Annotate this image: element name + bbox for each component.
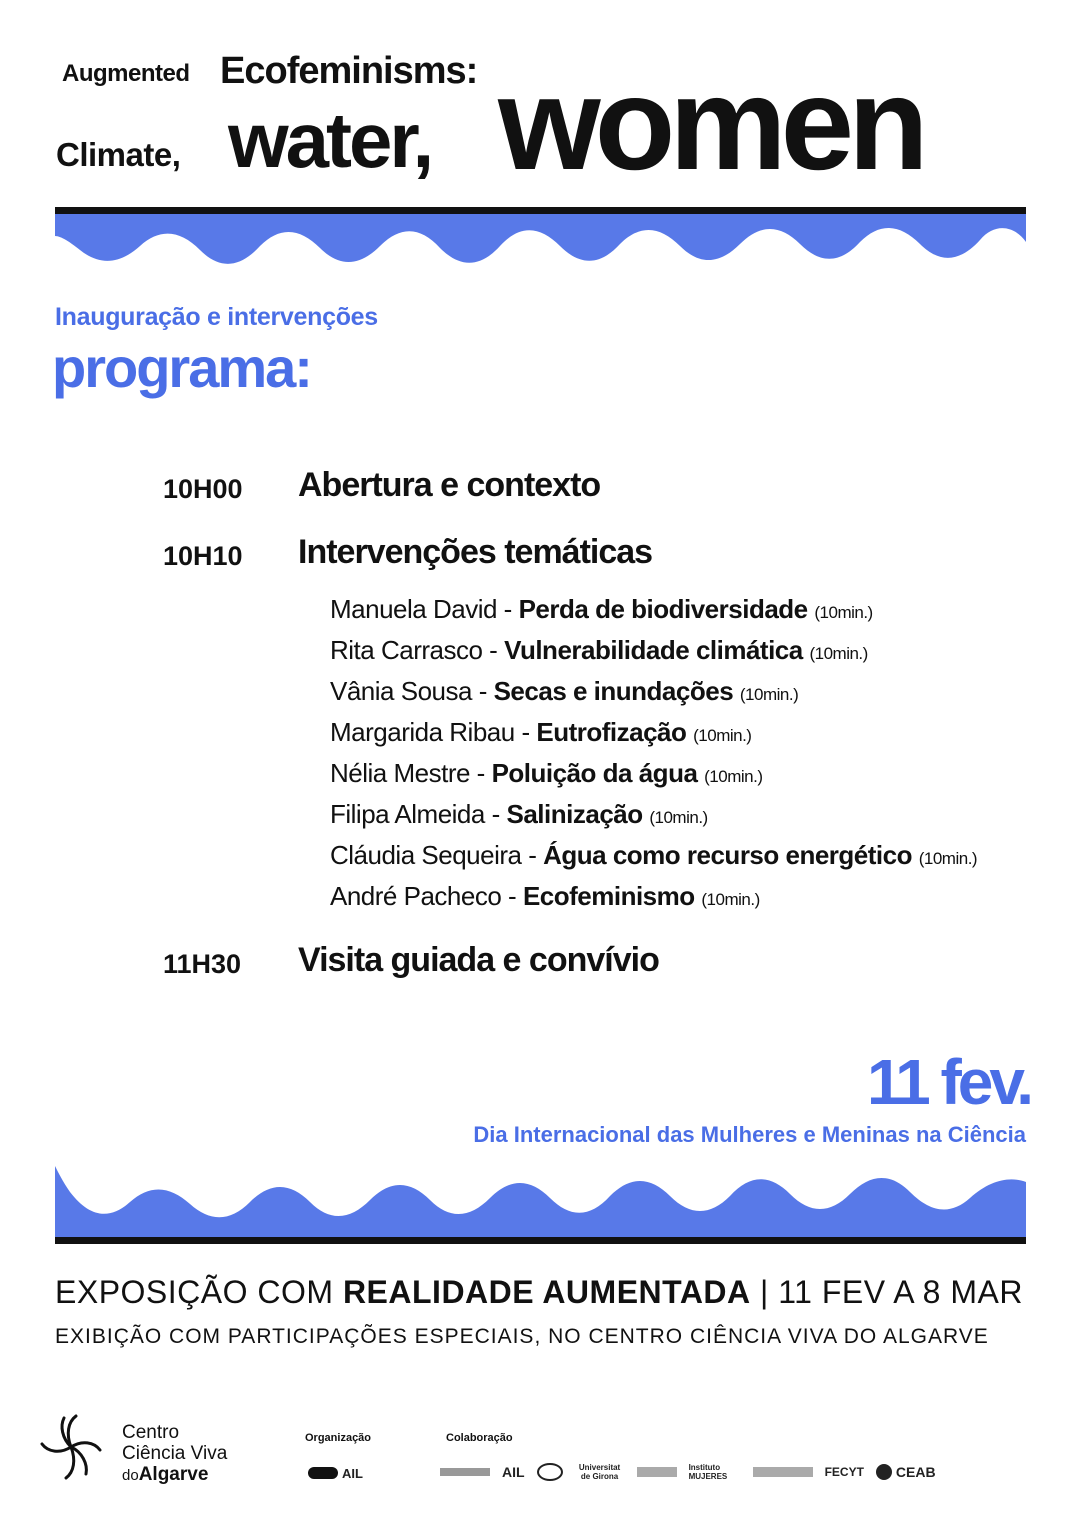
speaker-topic: Secas e inundações bbox=[493, 676, 734, 706]
partner-ministry-icon bbox=[753, 1467, 813, 1477]
organizer-ail: AIL bbox=[342, 1465, 363, 1481]
speaker-name: Nélia Mestre bbox=[330, 758, 470, 788]
speaker-duration: (10min.) bbox=[649, 808, 708, 827]
event-date: 11 fev. bbox=[867, 1046, 1030, 1118]
speaker-item bbox=[330, 799, 708, 830]
speaker-name: Filipa Almeida bbox=[330, 799, 485, 829]
partner-mujeres: Instituto MUJERES bbox=[688, 1463, 728, 1481]
exhibition-dates: | 11 FEV A 8 MAR bbox=[760, 1274, 1023, 1310]
speaker-item bbox=[330, 840, 977, 871]
separator: - bbox=[478, 676, 487, 706]
partner-leaf-icon bbox=[537, 1463, 563, 1481]
speaker-duration: (10min.) bbox=[704, 767, 763, 786]
ccv-algarve-logo-text bbox=[122, 1422, 227, 1486]
speaker-name: Rita Carrasco bbox=[330, 635, 483, 665]
speaker-name: Cláudia Sequeira bbox=[330, 840, 522, 870]
exhibition-line bbox=[55, 1274, 1023, 1311]
top-rule bbox=[55, 207, 1026, 214]
speaker-item bbox=[330, 717, 751, 748]
colaboracao-label: Colaboração bbox=[446, 1432, 513, 1444]
partner-ceab: CEAB bbox=[895, 1464, 936, 1480]
program-heading: programa: bbox=[52, 336, 311, 399]
bottom-rule bbox=[55, 1237, 1026, 1244]
speaker-item bbox=[330, 881, 760, 912]
schedule-time: 10H00 bbox=[163, 474, 243, 504]
title-water: water, bbox=[228, 96, 432, 184]
speaker-duration: (10min.) bbox=[693, 726, 752, 745]
speaker-name: Margarida Ribau bbox=[330, 717, 515, 747]
speaker-duration: (10min.) bbox=[809, 644, 868, 663]
speaker-item bbox=[330, 758, 763, 789]
top-wave-decoration bbox=[55, 214, 1026, 274]
logo-line: Ciência Viva bbox=[122, 1443, 228, 1464]
speaker-name: André Pacheco bbox=[330, 881, 502, 911]
partner-ceab-icon bbox=[876, 1464, 892, 1480]
speaker-duration: (10min.) bbox=[814, 603, 873, 622]
partner-gov-icon bbox=[637, 1467, 677, 1477]
exhibition-details: EXIBIÇÃO COM PARTICIPAÇÕES ESPECIAIS, NO CENTRO CIÊNCIA VIVA DO ALGARVE bbox=[55, 1325, 989, 1348]
speaker-topic: Ecofeminismo bbox=[522, 881, 695, 911]
speaker-duration: (10min.) bbox=[739, 685, 799, 704]
partner-ail: AIL bbox=[502, 1464, 525, 1480]
separator: - bbox=[528, 840, 537, 870]
program-subheading: Inauguração e intervenções bbox=[55, 303, 378, 331]
partner-small-print-icon bbox=[440, 1468, 490, 1476]
partner-girona: Universitat de Girona bbox=[578, 1463, 621, 1481]
separator: - bbox=[476, 758, 485, 788]
separator: - bbox=[521, 717, 530, 747]
schedule-time: 11H30 bbox=[163, 949, 242, 979]
organizer-logo bbox=[308, 1462, 408, 1484]
speaker-name: Vânia Sousa bbox=[330, 676, 472, 706]
separator: - bbox=[508, 881, 517, 911]
partner-fecyt: FECYT bbox=[824, 1465, 864, 1479]
title-ecofeminisms: Ecofeminisms: bbox=[220, 50, 478, 92]
exhibition-highlight: REALIDADE AUMENTADA bbox=[342, 1274, 751, 1310]
speaker-item bbox=[330, 676, 798, 707]
speaker-topic: Perda de biodiversidade bbox=[518, 594, 808, 624]
separator: - bbox=[489, 635, 498, 665]
exhibition-prefix: EXPOSIÇÃO COM bbox=[55, 1274, 334, 1310]
speaker-item bbox=[330, 594, 873, 625]
separator: - bbox=[491, 799, 500, 829]
separator: - bbox=[503, 594, 512, 624]
title-climate: Climate, bbox=[56, 136, 181, 173]
speaker-topic: Eutrofização bbox=[536, 717, 687, 747]
schedule-title: Abertura e contexto bbox=[298, 466, 601, 504]
speaker-topic: Salinização bbox=[506, 799, 643, 829]
schedule-title: Visita guiada e convívio bbox=[298, 941, 659, 979]
organizer-mark-icon bbox=[308, 1467, 338, 1479]
schedule-time: 10H10 bbox=[163, 541, 243, 571]
speaker-duration: (10min.) bbox=[918, 849, 978, 868]
organizacao-label: Organização bbox=[305, 1432, 372, 1444]
speaker-duration: (10min.) bbox=[701, 890, 760, 909]
title-women: women bbox=[498, 50, 923, 197]
ccv-algarve-logo-icon bbox=[36, 1412, 106, 1482]
logo-algarve: Algarve bbox=[138, 1464, 209, 1485]
logo-line bbox=[122, 1464, 227, 1486]
event-occasion: Dia Internacional das Mulheres e Meninas na Ciência bbox=[473, 1122, 1026, 1147]
logo-do: do bbox=[122, 1467, 139, 1484]
partner-logos bbox=[440, 1458, 1040, 1486]
speaker-item bbox=[330, 635, 868, 666]
bottom-wave-decoration bbox=[55, 1162, 1026, 1237]
schedule-title: Intervenções temáticas bbox=[298, 533, 653, 571]
speaker-topic: Vulnerabilidade climática bbox=[504, 635, 803, 665]
speaker-topic: Poluição da água bbox=[491, 758, 698, 788]
speaker-name: Manuela David bbox=[330, 594, 497, 624]
logo-line: Centro bbox=[122, 1422, 180, 1443]
title-augmented: Augmented bbox=[62, 60, 190, 87]
speaker-topic: Água como recurso energético bbox=[543, 840, 912, 870]
